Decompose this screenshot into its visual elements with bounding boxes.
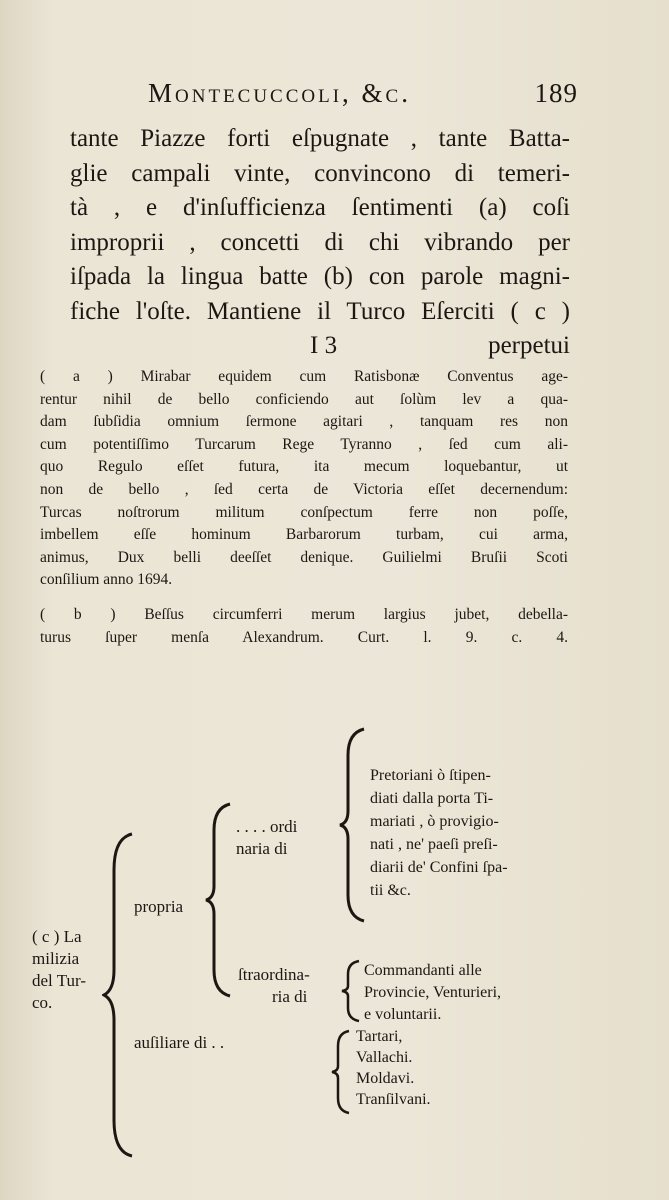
footnote-line: dam ſubſidia omnium ſermone agitari , tanquam res non: [40, 413, 568, 431]
footnote-line: conſilium anno 1694.: [40, 571, 173, 589]
propria-brace: [204, 800, 234, 1000]
ordinaria-label: . . . . ordi naria di: [236, 817, 298, 858]
commandanti-label: Commandanti alle Provincie, Venturieri, e voluntarii.: [364, 962, 502, 1023]
footnote-line: animus, Dux belli deeſſet denique. Guilielmi Bruſii Scoti: [40, 548, 568, 566]
ausiliare-label: auſiliare di . .: [134, 1033, 225, 1052]
footnote-line: turus ſuper menſa Alexandrum. Curt. l. 9. c. 4.: [40, 628, 568, 646]
text-line: tante Piazze forti eſpugnate , tante Batta-: [70, 125, 570, 152]
root-brace: [102, 830, 136, 1160]
military-diagram: [0, 700, 669, 1160]
text-line: fiche l'oſte. Mantiene il Turco Eſerciti ( c ): [70, 297, 570, 325]
text-line: glie campali vinte, convincono di temeri-: [70, 159, 570, 187]
propria-label: propria: [134, 897, 184, 916]
page-number: 189: [534, 78, 578, 108]
running-header: [148, 78, 578, 118]
signature-line: [70, 329, 570, 364]
pretoriani-label: Pretoriani ò ſtipen- diati dalla porta Ti- mariati , ò provigio- nati , ne' paeſi preſi- diarii de' Confini ſpa- tii &c.: [370, 767, 508, 899]
straordinaria-label: ſtraordina- ria di: [238, 965, 310, 1006]
text-line: tà , e d'inſufficienza ſentimenti (a) coſi: [70, 194, 570, 221]
text-line: iſpada la lingua batte (b) con parole magni-: [70, 263, 570, 290]
footnote-line: cum potentiſſimo Turcarum Rege Tyranno , ſed cum ali-: [40, 435, 568, 453]
footnote-line: ( a ) Mirabar equidem cum Ratisbonæ Conventus age-: [40, 368, 568, 385]
footnote-line: imbellem eſſe hominum Barbarorum turbam, cui arma,: [40, 526, 568, 544]
allies-label: Tartari, Vallachi. Moldavi. Tranſilvani.: [356, 1028, 431, 1108]
footnote-line: rentur nihil de bello conficiendo aut ſolùm lev a qua-: [40, 390, 568, 408]
ordinaria-brace: [338, 725, 368, 925]
footnote-line: quo Regulo eſſet futura, ita mecum loquebantur, ut: [40, 458, 568, 476]
footnote-line: Turcas noſtrorum militum conſpectum ferre non poſſe,: [40, 503, 568, 521]
footnote-b: [40, 604, 568, 649]
straordinaria-brace: [340, 958, 362, 1024]
catchword: perpetui: [488, 332, 570, 359]
footnotes: [40, 366, 568, 649]
text-line: improprii , concetti di chi vibrando per: [70, 228, 570, 256]
footnote-a: [40, 366, 568, 592]
signature-mark: I 3: [310, 332, 338, 359]
diagram-root-label: ( c ) La milizia del Tur- co.: [32, 927, 86, 1012]
footnote-line: ( b ) Beſſus circumferri merum largius jubet, debella-: [40, 605, 568, 623]
ausiliare-brace: [330, 1028, 352, 1116]
footnote-line: non de bello , ſed certa de Victoria eſſet decernendum:: [40, 480, 568, 498]
main-text: [70, 122, 570, 364]
running-title: Montecuccoli, &c.: [148, 78, 411, 108]
